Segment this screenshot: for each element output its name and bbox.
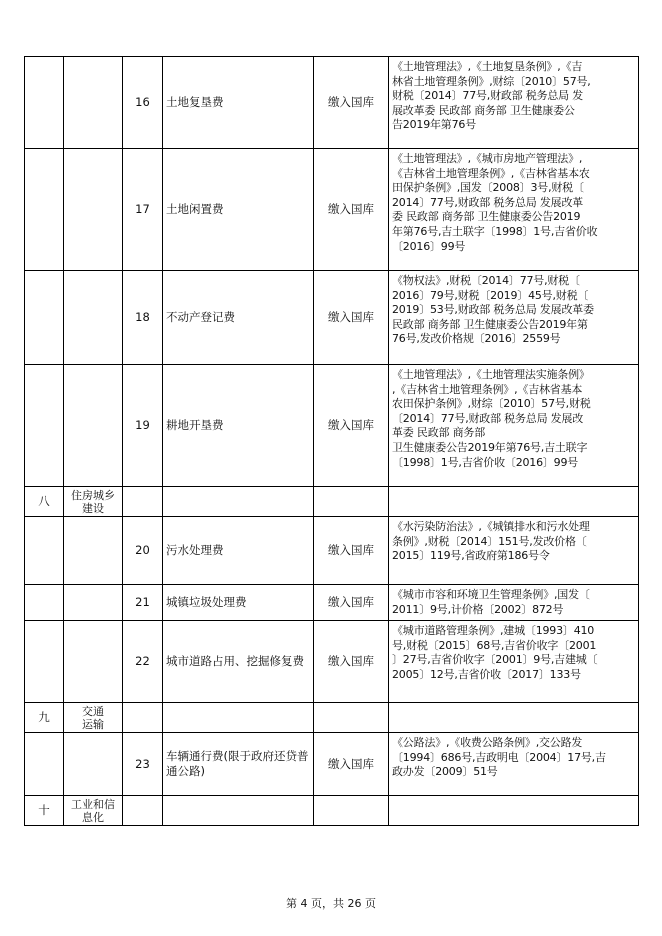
- fee-name: 车辆通行费(限于政府还贷普通公路): [163, 733, 314, 796]
- empty-cell: [314, 796, 389, 826]
- fee-name: 土地闲置费: [163, 149, 314, 271]
- fund-destination: 缴入国库: [314, 621, 389, 703]
- item-number: 18: [123, 271, 163, 365]
- legal-basis: 《土地管理法》,《土地复垦条例》,《吉 林省土地管理条例》,财综〔2010〕57号, 财税〔2014〕77号,财政部 税务总局 发 展改革委 民政部 商务部 卫生健康委公 告2019年第76号: [389, 57, 639, 149]
- category-name: 交通 运输: [64, 703, 123, 733]
- fund-destination: 缴入国库: [314, 733, 389, 796]
- empty-cell: [64, 585, 123, 621]
- category-name: 工业和信 息化: [64, 796, 123, 826]
- fee-name: 土地复垦费: [163, 57, 314, 149]
- fund-destination: 缴入国库: [314, 585, 389, 621]
- table-row: [25, 585, 639, 621]
- item-number: 17: [123, 149, 163, 271]
- table-row: [25, 149, 639, 271]
- empty-cell: [163, 703, 314, 733]
- fee-name: 污水处理费: [163, 517, 314, 585]
- empty-cell: [389, 796, 639, 826]
- table-row: [25, 517, 639, 585]
- empty-cell: [64, 271, 123, 365]
- empty-cell: [25, 585, 64, 621]
- empty-cell: [64, 365, 123, 487]
- fee-name: 城市道路占用、挖掘修复费: [163, 621, 314, 703]
- fund-destination: 缴入国库: [314, 517, 389, 585]
- page-footer: 第 4 页，共 26 页: [286, 897, 376, 910]
- item-number: 22: [123, 621, 163, 703]
- item-number: 19: [123, 365, 163, 487]
- empty-cell: [25, 57, 64, 149]
- empty-cell: [25, 149, 64, 271]
- empty-cell: [64, 517, 123, 585]
- legal-basis: 《城市道路管理条例》,建城〔1993〕410 号,财税〔2015〕68号,吉省价收字〔2001 〕27号,吉省价收字〔2001〕9号,吉建城〔 2005〕12号,吉省价收〔2017〕133号: [389, 621, 639, 703]
- legal-basis: 《物权法》,财税〔2014〕77号,财税〔 2016〕79号,财税〔2019〕45号,财税〔 2019〕53号,财政部 税务总局 发展改革委 民政部 商务部 卫生健康委公告2019年第 76号,发改价格规〔2016〕2559号: [389, 271, 639, 365]
- category-seq: 九: [25, 703, 64, 733]
- empty-cell: [123, 703, 163, 733]
- table-row: [25, 365, 639, 487]
- table-row: [25, 733, 639, 796]
- empty-cell: [314, 703, 389, 733]
- fund-destination: 缴入国库: [314, 365, 389, 487]
- fee-table: [24, 56, 639, 826]
- empty-cell: [25, 365, 64, 487]
- legal-basis: 《土地管理法》,《城市房地产管理法》, 《吉林省土地管理条例》,《吉林省基本农 田保护条例》,国发〔2008〕3号,财税〔 2014〕77号,财政部 税务总局 发展改革 委 民政部 商务部 卫生健康委公告2019 年第76号,吉土联字〔1998〕1号,吉省价收 〔2016〕99号: [389, 149, 639, 271]
- empty-cell: [123, 796, 163, 826]
- empty-cell: [64, 57, 123, 149]
- empty-cell: [64, 733, 123, 796]
- empty-cell: [25, 621, 64, 703]
- category-seq: 十: [25, 796, 64, 826]
- table-row: [25, 57, 639, 149]
- category-seq: 八: [25, 487, 64, 517]
- legal-basis: 《公路法》,《收费公路条例》,交公路发 〔1994〕686号,吉政明电〔2004〕17号,吉 政办发〔2009〕51号: [389, 733, 639, 796]
- empty-cell: [25, 271, 64, 365]
- category-row: [25, 487, 639, 517]
- empty-cell: [64, 621, 123, 703]
- empty-cell: [163, 796, 314, 826]
- empty-cell: [389, 487, 639, 517]
- fee-name: 不动产登记费: [163, 271, 314, 365]
- item-number: 20: [123, 517, 163, 585]
- empty-cell: [64, 149, 123, 271]
- empty-cell: [314, 487, 389, 517]
- empty-cell: [25, 733, 64, 796]
- legal-basis: 《土地管理法》,《土地管理法实施条例》 ,《吉林省土地管理条例》,《吉林省基本 农田保护条例》,财综〔2010〕57号,财税 〔2014〕77号,财政部 税务总局 发展改 革委 民政部 商务部 卫生健康委公告2019年第76号,吉土联字 〔1998〕1号,吉省价收〔2016〕99号: [389, 365, 639, 487]
- empty-cell: [123, 487, 163, 517]
- category-row: [25, 796, 639, 826]
- category-row: [25, 703, 639, 733]
- legal-basis: 《水污染防治法》,《城镇排水和污水处理 条例》,财税〔2014〕151号,发改价格〔 2015〕119号,省政府第186号令: [389, 517, 639, 585]
- empty-cell: [163, 487, 314, 517]
- table-row: [25, 271, 639, 365]
- empty-cell: [25, 517, 64, 585]
- fee-name: 耕地开垦费: [163, 365, 314, 487]
- item-number: 16: [123, 57, 163, 149]
- table-row: [25, 621, 639, 703]
- category-name: 住房城乡 建设: [64, 487, 123, 517]
- item-number: 23: [123, 733, 163, 796]
- fund-destination: 缴入国库: [314, 57, 389, 149]
- item-number: 21: [123, 585, 163, 621]
- empty-cell: [389, 703, 639, 733]
- legal-basis: 《城市市容和环境卫生管理条例》,国发〔 2011〕9号,计价格〔2002〕872号: [389, 585, 639, 621]
- fee-name: 城镇垃圾处理费: [163, 585, 314, 621]
- fund-destination: 缴入国库: [314, 271, 389, 365]
- fund-destination: 缴入国库: [314, 149, 389, 271]
